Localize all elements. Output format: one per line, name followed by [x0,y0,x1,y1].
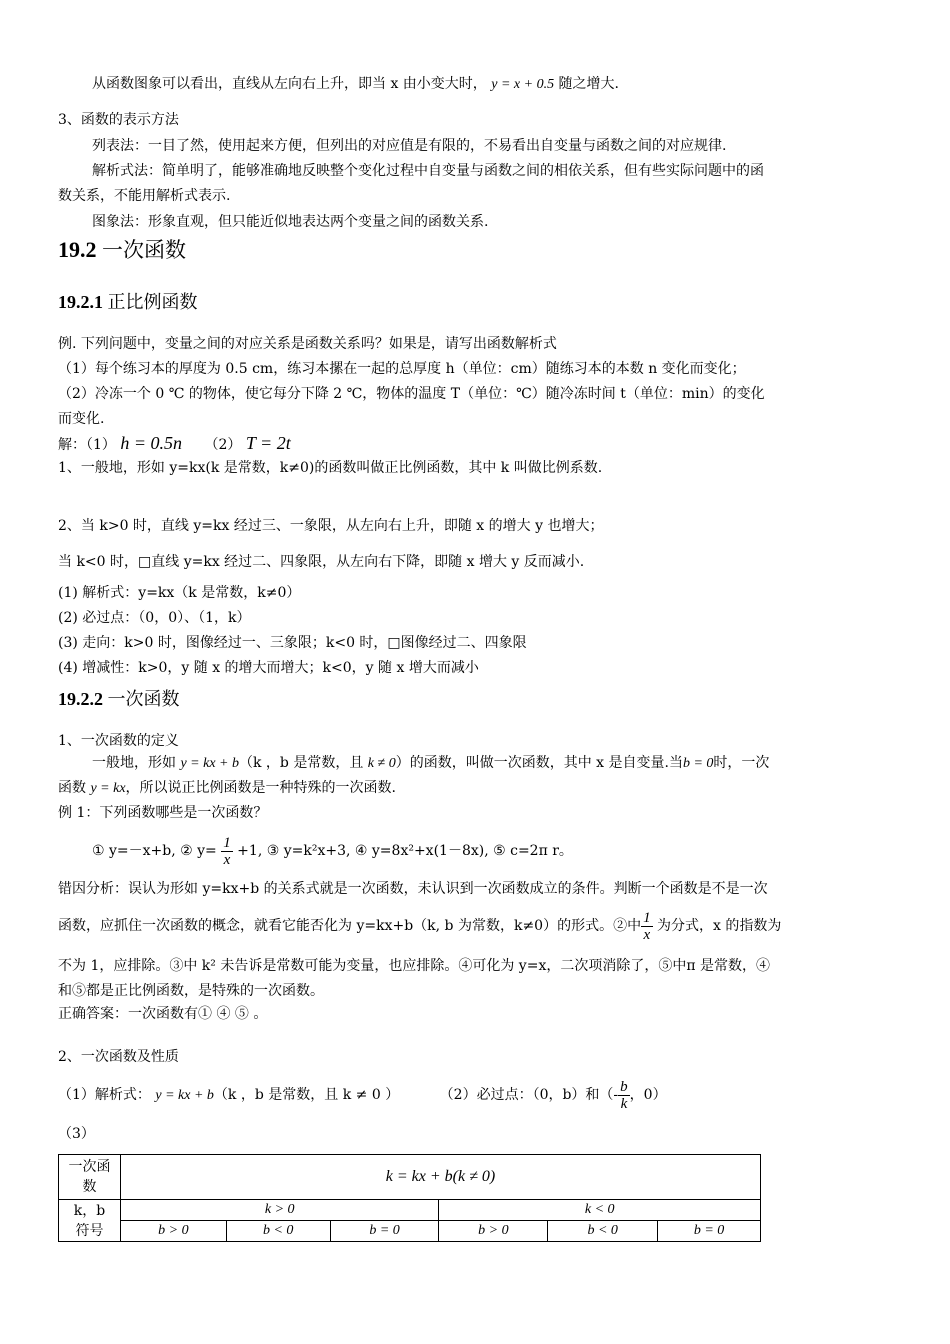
table-cell: 一次函数 [59,1155,121,1200]
fraction-denominator: k [620,1095,628,1112]
text-line: 而变化. [58,411,105,427]
fraction-numerator: 1 [643,909,651,926]
heading-19-2 [58,236,186,264]
text: （k ，b 是常数，且 [239,755,368,771]
list-item: (4) 增减性：k>0，y 随 x 的增大而增大；k<0，y 随 x 增大而减小 [58,660,479,676]
text: ，0） [629,1087,667,1103]
fraction-numerator: b [620,1078,628,1095]
table-cell: b = 0 [658,1221,761,1242]
fraction [221,835,233,868]
text-line: （2）冷冻一个 0 ℃ 的物体，使它每分下降 2 ℃，物体的温度 T（单位：℃）随冷冻时间 t（单位：min）的变化 [58,386,765,402]
text-line [92,753,769,774]
text-line: 正确答案：一次函数有① ④ ⑤ 。 [58,1006,268,1022]
text: 一般地，形如 [92,755,181,771]
text: ）的函数，叫做一次函数，其中 x 是自变量.当 [395,755,683,771]
text: 函数，应抓住一次函数的概念，就看它能否化为 y=kx+b（k, b 为常数，k≠0）的形式。②中 [58,918,642,934]
math-expression: T = 2t [245,433,291,453]
solution-line [58,432,291,456]
heading-19-2-1 [58,290,198,315]
example-line [92,830,573,872]
text: （1）解析式： [58,1087,151,1103]
text-line [58,1073,667,1118]
table-cell: k = kx + b(k ≠ 0) [120,1155,760,1200]
fraction-denominator: x [223,851,231,868]
list-item: (2) 必过点：（0，0）、（1，k） [58,610,251,626]
fraction [641,910,653,943]
heading-title: 正比例函数 [107,292,198,313]
list-item: (1) 解析式：y=kx（k 是常数，k≠0） [58,585,301,601]
fraction-numerator: 1 [223,834,231,851]
text-line: （1）每个练习本的厚度为 0.5 cm，练习本摞在一起的总厚度 h（单位：cm）随练习本的本数 n 变化而变化； [58,361,746,377]
heading-19-2-2 [58,687,180,712]
section-heading: 2、一次函数及性质 [58,1049,179,1065]
text-line: 例. 下列问题中，变量之间的对应关系是函数关系吗？如果是，请写出函数解析式 [58,336,557,352]
text-line: 当 k<0 时，□直线 y=kx 经过二、四象限，从左向右下降，即随 x 增大 y 反而减小. [58,554,585,570]
text: （2）必过点：（0，b）和（- [439,1087,619,1103]
table-cell: b > 0 [439,1221,548,1242]
text-line: 和⑤都是正比例函数，是特殊的一次函数。 [58,983,324,999]
text-line: 不为 1，应排除。③中 k² 未告诉是常数可能为变量，也应排除。④可化为 y=x，二次项消除了，⑤中π 是常数，④ [58,958,770,974]
text: 从函数图象可以看出，直线从左向右上升，即当 x 由小变大时， [92,76,492,92]
text: +1, ③ y=k²x+3, ④ y=8x²+x(1－8x), ⑤ c=2π r。 [232,843,573,859]
text-line: 图象法：形象直观，但只能近似地表达两个变量之间的函数关系. [92,214,489,230]
math-expression: b = 0 [682,756,714,771]
table-cell: b = 0 [330,1221,439,1242]
heading-number: 19.2 [58,237,97,262]
math-expression: y = kx [90,781,126,796]
math-expression: k ≠ 0 [367,756,396,771]
text-line [92,74,619,95]
text-line [58,778,396,799]
math-expression: h = 0.5n [120,433,183,453]
table-cell: k > 0 [120,1200,439,1221]
text-line: 错因分析：误认为形如 y=kx+b 的关系式就是一次函数，未认识到一次函数成立的条件。判断一个函数是不是一次 [58,881,768,897]
table-cell: b < 0 [548,1221,658,1242]
table-row [59,1221,761,1242]
text-line: 数关系，不能用解析式表示. [58,188,231,204]
text-line: 例 1：下列函数哪些是一次函数？ [58,805,268,821]
table-cell: b > 0 [120,1221,226,1242]
list-item: (3) 走向：k>0 时，图像经过一、三象限；k<0 时，□图像经过二、四象限 [58,635,527,651]
text: ① y=－x+b, ② y= [92,843,222,859]
table-cell: b < 0 [226,1221,330,1242]
math-expression: y = kx + b [180,756,239,771]
text: 为分式，x 的指数为 [652,918,782,934]
section-heading: 3、函数的表示方法 [58,112,179,128]
linear-function-table [58,1154,761,1242]
text: 函数 [58,780,91,796]
table-row [59,1155,761,1200]
heading-number: 19.2.1 [58,292,103,312]
text-line: 1、一般地，形如 y=kx(k 是常数，k≠0)的函数叫做正比例函数，其中 k 叫做比例系数. [58,460,603,476]
fraction-denominator: x [643,926,651,943]
text: 时，一次 [713,755,770,771]
heading-number: 19.2.2 [58,689,103,709]
text: （k ，b 是常数，且 k ≠ 0 ） [213,1087,400,1103]
text: （2） [204,437,242,453]
table-cell: k，b 符号 [59,1200,121,1242]
table-row [59,1200,761,1221]
fraction [618,1079,630,1112]
heading-title: 一次函数 [102,238,186,262]
table-cell: k < 0 [439,1200,761,1221]
text-line: 解析式法：简单明了，能够准确地反映整个变化过程中自变量与函数之间的相依关系，但有些实际问题中的函 [92,163,764,179]
text-line: 2、当 k>0 时，直线 y=kx 经过三、一象限，从左向右上升，即随 x 的增大 y 也增大； [58,518,604,534]
text: ，所以说正比例函数是一种特殊的一次函数. [125,780,396,796]
heading-title: 一次函数 [107,689,180,710]
section-heading: 1、一次函数的定义 [58,733,179,749]
text: 随之增大. [554,76,619,92]
text-line: 列表法：一目了然，使用起来方便，但列出的对应值是有限的，不易看出自变量与函数之间的对应规律. [92,138,727,154]
math-expression: y = kx + b [155,1088,214,1103]
math-expression: y = x + 0.5 [491,77,555,92]
text: 解：（1） [58,437,116,453]
text-line [58,906,781,946]
text-line: （3） [58,1126,95,1142]
